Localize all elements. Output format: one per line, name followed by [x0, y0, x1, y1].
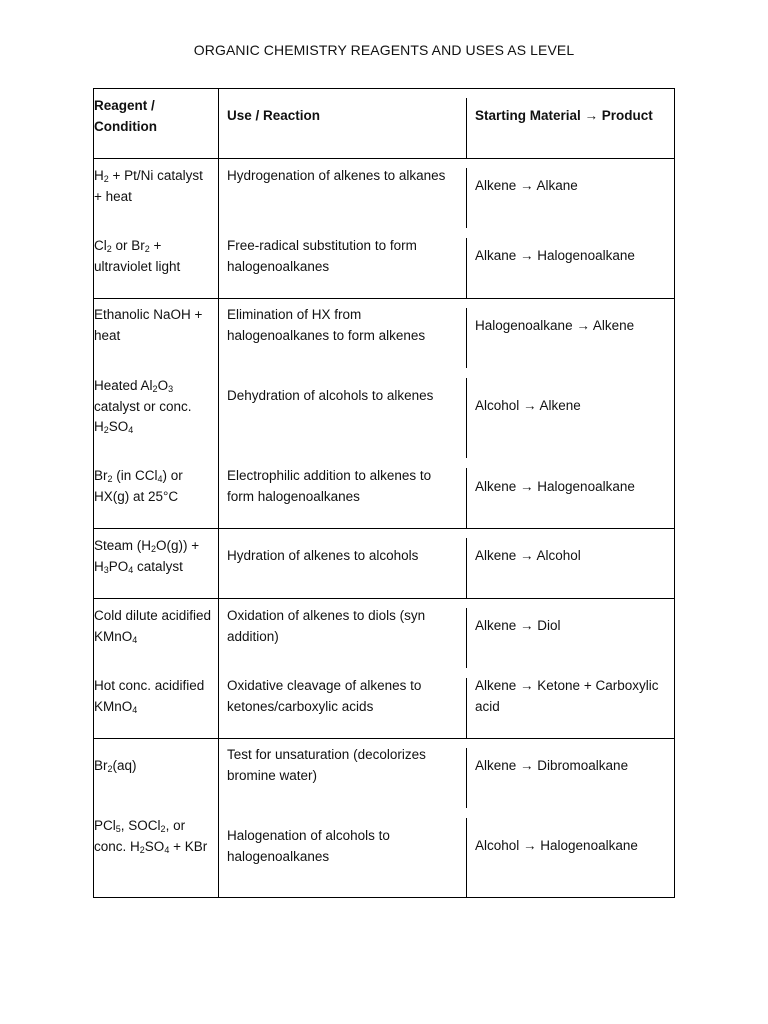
row-divider: [94, 738, 674, 739]
row-divider: [94, 528, 674, 529]
column-divider: [466, 678, 467, 738]
row-divider: [94, 298, 674, 299]
conversion-cell: Alkene → Dibromoalkane: [475, 758, 629, 773]
conversion-cell: Alcohol → Halogenoalkane: [475, 838, 638, 853]
conversion-cell: Alkene → Alcohol: [475, 548, 581, 563]
conversion-cell: Alkene → Halogenoalkane: [475, 479, 635, 494]
column-divider: [466, 238, 467, 298]
document-title: ORGANIC CHEMISTRY REAGENTS AND USES AS LEVEL: [193, 42, 575, 58]
conversion-cell: Alkane → Halogenoalkane: [475, 248, 635, 263]
reagent-cell: Steam $(H_2O(g)) + H_3PO_4$ catalyst: [94, 538, 200, 575]
use-cell: Free-radical substitution to form halogenoalkanes: [227, 238, 417, 274]
column-divider: [466, 98, 467, 158]
header-use: Use / Reaction: [227, 108, 321, 123]
reagent-cell: Ethanolic NaOH + heat: [94, 307, 203, 343]
use-cell: Hydrogenation of alkenes to alkanes: [227, 168, 446, 183]
use-cell: Test for unsaturation (decolorizes bromine water): [227, 747, 426, 783]
reagent-cell: $Br_2$ (in CCl$_4$) or HX(g) at 25°C: [94, 468, 183, 504]
reagent-cell: $Cl_2$ or $Br_2$ + ultraviolet light: [94, 238, 181, 274]
column-divider: [466, 748, 467, 808]
use-cell: Dehydration of alcohols to alkenes: [227, 388, 434, 403]
column-divider: [466, 818, 467, 897]
column-divider: [466, 468, 467, 528]
header-reagent: Reagent / Condition: [94, 98, 157, 134]
column-divider: [466, 308, 467, 368]
column-divider: [466, 378, 467, 458]
reagent-cell: Heated $Al_2O_3$ catalyst or conc. $H_2SO_4$: [94, 378, 192, 435]
column-divider: [466, 608, 467, 668]
column-divider: [466, 538, 467, 598]
row-divider: [94, 158, 674, 159]
use-cell: Hydration of alkenes to alcohols: [227, 548, 419, 563]
column-divider: [466, 168, 467, 228]
conversion-cell: Alkene → Ketone + Carboxylic acid: [475, 678, 659, 714]
use-cell: Electrophilic addition to alkenes to form halogenoalkanes: [227, 468, 432, 504]
row-divider: [94, 598, 674, 599]
header-conversion: Starting Material → Product: [475, 108, 653, 123]
use-cell: Oxidation of alkenes to diols (syn addition): [227, 608, 426, 644]
reagents-table: [93, 88, 675, 898]
reagent-cell: Cold dilute acidified KMnO$_4$: [94, 608, 212, 645]
conversion-cell: Alcohol → Alkene: [475, 398, 581, 413]
use-cell: Elimination of HX from halogenoalkanes to form alkenes: [227, 307, 426, 343]
use-cell: Halogenation of alcohols to halogenoalkanes: [227, 828, 390, 864]
reagent-cell: Hot conc. acidified KMnO$_4$: [94, 678, 205, 715]
conversion-cell: Halogenoalkane → Alkene: [475, 318, 635, 333]
reagent-cell: $H_2 + Pt/Ni$ catalyst + heat: [94, 168, 203, 204]
reagent-cell: PCl$_5$, SOCl$_2$, or conc. $H_2SO_4$ + KBr: [94, 818, 208, 855]
conversion-cell: Alkene → Diol: [475, 618, 561, 633]
reagent-cell: $Br_2(aq)$: [94, 758, 137, 774]
column-divider: [218, 89, 219, 897]
use-cell: Oxidative cleavage of alkenes to ketones/carboxylic acids: [227, 678, 422, 714]
conversion-cell: Alkene → Alkane: [475, 178, 578, 193]
